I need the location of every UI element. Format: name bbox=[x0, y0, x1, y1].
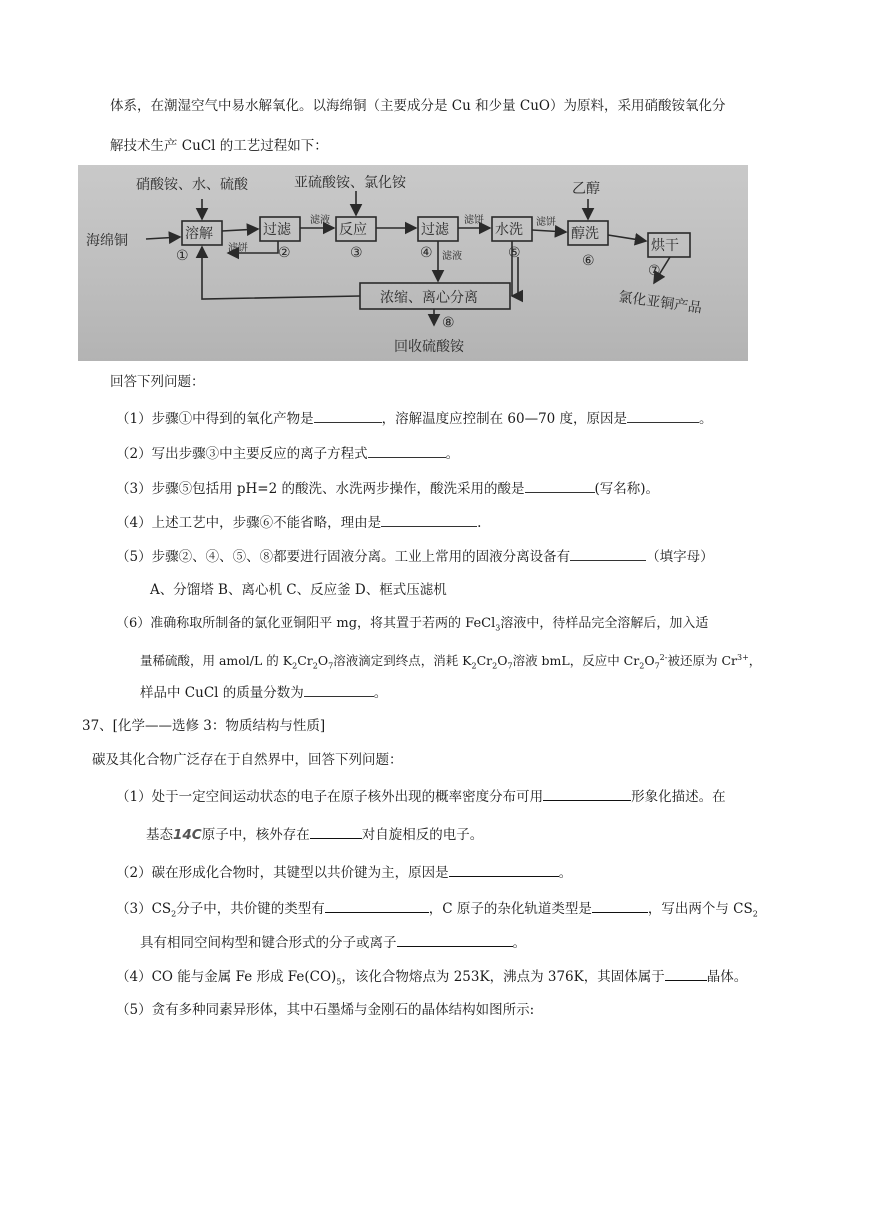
question-1: （1）步骤①中得到的氧化产物是 ，溶解温度应控制在 60—70 度，原因是 。 bbox=[116, 408, 713, 429]
s37-question-4: （4）CO 能与金属 Fe 形成 $Fe(CO)_5$，该化合物熔点为 253K，沸点为 376K，其固体属于 晶体。 bbox=[116, 966, 747, 993]
s37-question-5: （5）贪有多种同素异形体，其中石墨烯与金刚石的晶体结构如图所示: bbox=[116, 1002, 535, 1018]
s37-answer-blank-4[interactable] bbox=[665, 966, 707, 981]
s37-question-1-line1: （1）处于一定空间运动状态的电子在原子核外出现的概率密度分布可用 形象化描述。在 bbox=[116, 786, 726, 807]
product-label: 氯化亚铜产品 bbox=[617, 289, 703, 317]
section-37-title: 37、[化学——选修 3：物质结构与性质] bbox=[82, 718, 326, 734]
question-5-options: A、分馏塔 B、离心机 C、反应釜 D、框式压滤机 bbox=[150, 582, 447, 598]
svg-text:水洗: 水洗 bbox=[495, 222, 523, 238]
svg-text:过滤: 过滤 bbox=[263, 222, 291, 238]
question-3: （3）步骤⑤包括用 pH=2 的酸洗、水洗两步操作，酸洗采用的酸是 (写名称)。 bbox=[116, 478, 659, 499]
question-4: （4）上述工艺中，步骤⑥不能省略，理由是 . bbox=[116, 512, 481, 533]
answer-blank-5[interactable] bbox=[570, 546, 646, 561]
reagents-top2: 亚硫酸铵、氯化铵 bbox=[294, 175, 406, 191]
s37-answer-blank-2[interactable] bbox=[449, 862, 559, 877]
svg-text:①: ① bbox=[176, 248, 189, 264]
carbon-14-symbol: 14C bbox=[173, 827, 202, 843]
questions-lead: 回答下列问题： bbox=[110, 374, 205, 390]
svg-text:反应: 反应 bbox=[339, 222, 367, 238]
s37-question-3-line1: $(3)CS_2$分子中，共价键的类型有 ，C 原子的杂化轨道类型是 ，写出两个与 $CS_2$ bbox=[116, 898, 758, 925]
svg-text:⑧: ⑧ bbox=[442, 315, 455, 331]
svg-text:⑦: ⑦ bbox=[648, 263, 661, 279]
concentrate-label: 浓缩、离心分离 bbox=[380, 290, 478, 306]
svg-text:③: ③ bbox=[350, 245, 363, 261]
s37-answer-blank-3b[interactable] bbox=[592, 898, 648, 913]
svg-text:烘干: 烘干 bbox=[651, 238, 679, 254]
question-5: （5）步骤②、④、⑤、⑧都要进行固液分离。工业上常用的固液分离设备有 （填字母） bbox=[116, 546, 714, 567]
filtrate-label: 滤液 bbox=[310, 215, 330, 226]
svg-text:溶解: 溶解 bbox=[185, 226, 213, 242]
s37-question-2: （2）碳在形成化合物时，其键型以共价键为主，原因是 。 bbox=[116, 862, 572, 883]
cake4-label: 滤饼 bbox=[464, 215, 484, 226]
question-6-line1: （6）准确称取所制备的氯化亚铜阳平 mg，将其置于若两的 FeCl$_3$溶液中，待样品完全溶解后，加入适 bbox=[116, 616, 709, 633]
intro-line-1: 体系，在潮湿空气中易水解氧化。以海绵铜（主要成分是 Cu 和少量 CuO）为原料，采用硝酸铵氧化分 bbox=[110, 98, 726, 114]
section-37-lead: 碳及其化合物广泛存在于自然界中，回答下列问题： bbox=[92, 752, 403, 768]
s37-answer-blank-1a[interactable] bbox=[543, 786, 631, 801]
answer-blank-4[interactable] bbox=[381, 512, 477, 527]
svg-text:④: ④ bbox=[420, 245, 433, 261]
question-6-line3: 样品中 CuCl 的质量分数为 。 bbox=[140, 682, 387, 703]
s37-question-3-line2: 具有相同空间构型和键合形式的分子或离子 。 bbox=[140, 932, 526, 953]
process-flowchart bbox=[78, 165, 748, 361]
svg-text:②: ② bbox=[278, 245, 291, 261]
question-6-line2: 量稀硫酸，用 amol/L 的 $K_2Cr_2O_7$溶液滴定到终点，消耗 $K_2Cr_2O_7$溶液 bmL，反应中 $Cr_2O_7^{2-}$被还原为 $Cr^{3+}$， bbox=[140, 653, 762, 671]
filtrate4-label: 滤液 bbox=[442, 251, 462, 262]
intro-line-2: 解技术生产 CuCl 的工艺过程如下： bbox=[110, 138, 328, 154]
cake2-label: 滤饼 bbox=[228, 243, 248, 254]
s37-question-1-line2: 基态14C原子中，核外存在 对自旋相反的电子。 bbox=[146, 824, 483, 845]
answer-blank-2[interactable] bbox=[368, 443, 446, 458]
input-label: 海绵铜 bbox=[86, 233, 128, 249]
answer-blank-1b[interactable] bbox=[627, 408, 699, 423]
answer-blank-6[interactable] bbox=[304, 682, 374, 697]
s37-answer-blank-3a[interactable] bbox=[325, 898, 429, 913]
reagent-ethanol: 乙醇 bbox=[572, 181, 600, 197]
svg-text:过滤: 过滤 bbox=[421, 222, 449, 238]
s37-answer-blank-1b[interactable] bbox=[310, 824, 362, 839]
svg-text:⑤: ⑤ bbox=[508, 245, 521, 261]
cake5-label: 滤饼 bbox=[536, 217, 556, 228]
answer-blank-1a[interactable] bbox=[314, 408, 382, 423]
svg-text:⑥: ⑥ bbox=[582, 253, 595, 269]
reagents-top1: 硝酸铵、水、硫酸 bbox=[136, 177, 248, 193]
answer-blank-3[interactable] bbox=[525, 478, 595, 493]
svg-text:醇洗: 醇洗 bbox=[571, 226, 599, 242]
recover-label: 回收硫酸铵 bbox=[394, 339, 464, 355]
s37-answer-blank-3c[interactable] bbox=[397, 932, 513, 947]
question-2: （2）写出步骤③中主要反应的离子方程式 。 bbox=[116, 443, 459, 464]
